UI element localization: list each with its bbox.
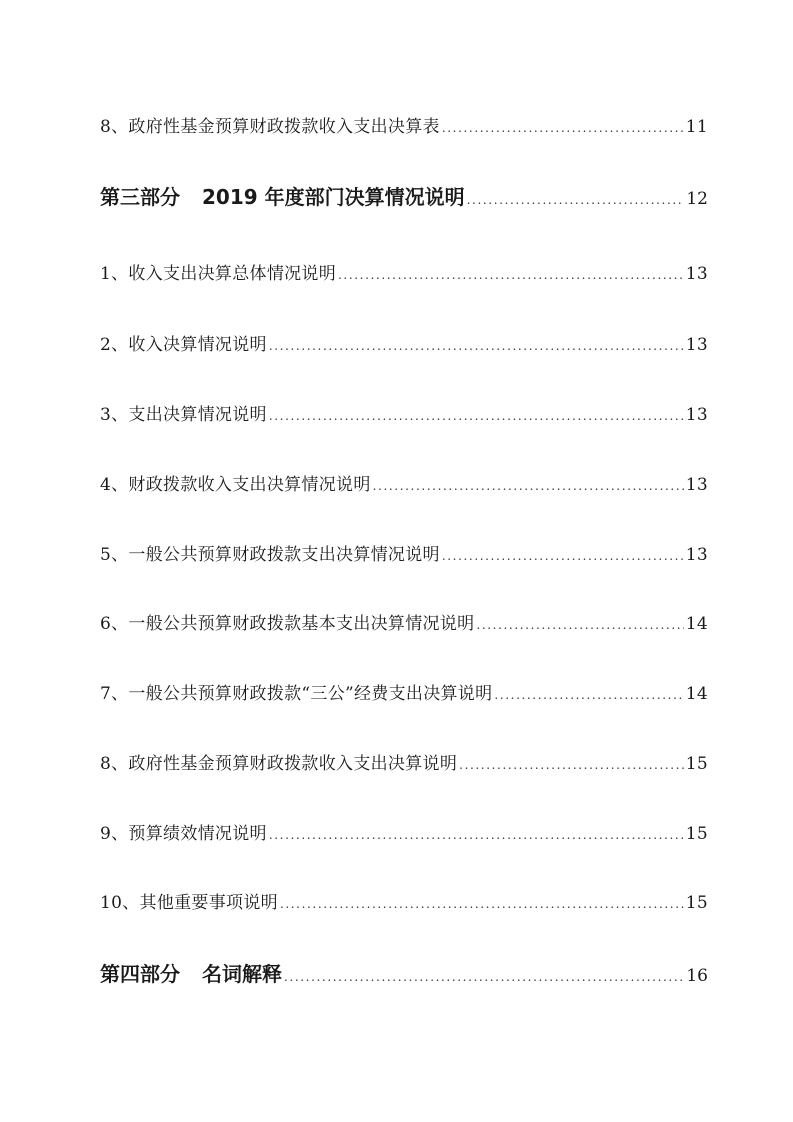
dot-leader <box>269 339 684 353</box>
toc-page-number: 13 <box>685 405 708 425</box>
toc-page-number: 13 <box>685 475 708 495</box>
toc-entry[interactable] <box>100 679 708 704</box>
toc-page-number: 15 <box>685 754 708 774</box>
dot-leader <box>338 268 684 282</box>
toc-entry-label: 3、支出决算情况说明 <box>100 405 267 425</box>
toc-section-label <box>100 958 282 987</box>
toc-section-part: 第四部分 <box>100 962 180 986</box>
toc-page-number: 15 <box>685 824 708 844</box>
toc-entry[interactable] <box>100 609 708 634</box>
toc-page-number: 13 <box>685 545 708 565</box>
dot-leader <box>442 549 684 563</box>
toc-entry[interactable] <box>100 330 708 355</box>
toc-page-number: 11 <box>685 117 708 137</box>
dot-leader <box>280 897 684 911</box>
dot-leader <box>442 121 684 135</box>
toc-entry-label: 5、一般公共预算财政拨款支出决算情况说明 <box>100 545 440 565</box>
toc-page-number: 15 <box>685 893 708 913</box>
toc-entry-label: 2、收入决算情况说明 <box>100 335 267 355</box>
toc-entry-label: 7、一般公共预算财政拨款“三公”经费支出决算说明 <box>100 684 493 704</box>
dot-leader <box>284 970 684 984</box>
toc-entry-label: 4、财政拨款收入支出决算情况说明 <box>100 475 371 495</box>
toc-section-label <box>100 181 465 210</box>
toc-entry[interactable] <box>100 888 708 913</box>
toc-section-heading[interactable] <box>100 958 708 987</box>
toc-page-number: 14 <box>685 684 708 704</box>
toc-entry-label: 8、政府性基金预算财政拨款收入支出决算表 <box>100 117 440 137</box>
toc-entry-label: 10、其他重要事项说明 <box>100 893 278 913</box>
toc-page-number: 12 <box>686 189 708 209</box>
toc-page-number: 13 <box>685 335 708 355</box>
toc-section-part: 第三部分 <box>100 185 180 209</box>
toc-entry[interactable] <box>100 819 708 844</box>
toc-entry-label: 6、一般公共预算财政拨款基本支出决算情况说明 <box>100 614 475 634</box>
toc-entry[interactable] <box>100 112 708 137</box>
toc-section-heading[interactable] <box>100 181 708 210</box>
dot-leader <box>494 688 683 702</box>
toc-entry[interactable] <box>100 540 708 565</box>
dot-leader <box>459 758 684 772</box>
toc-entry-label: 9、预算绩效情况说明 <box>100 824 267 844</box>
toc-page-number: 13 <box>685 264 708 284</box>
dot-leader <box>467 193 685 207</box>
toc-section-title: 名词解释 <box>202 962 282 986</box>
toc-page-number: 14 <box>685 614 708 634</box>
toc-entry[interactable] <box>100 400 708 425</box>
dot-leader <box>476 618 683 632</box>
toc-page-number: 16 <box>686 966 708 986</box>
dot-leader <box>373 479 684 493</box>
toc-entry-label: 1、收入支出决算总体情况说明 <box>100 264 337 284</box>
toc-section-title: 2019 年度部门决算情况说明 <box>202 185 465 209</box>
toc-entry[interactable] <box>100 749 708 774</box>
dot-leader <box>269 409 684 423</box>
dot-leader <box>269 828 684 842</box>
toc-entry[interactable] <box>100 259 708 284</box>
toc-entry-label: 8、政府性基金预算财政拨款收入支出决算说明 <box>100 754 458 774</box>
toc-entry[interactable] <box>100 470 708 495</box>
